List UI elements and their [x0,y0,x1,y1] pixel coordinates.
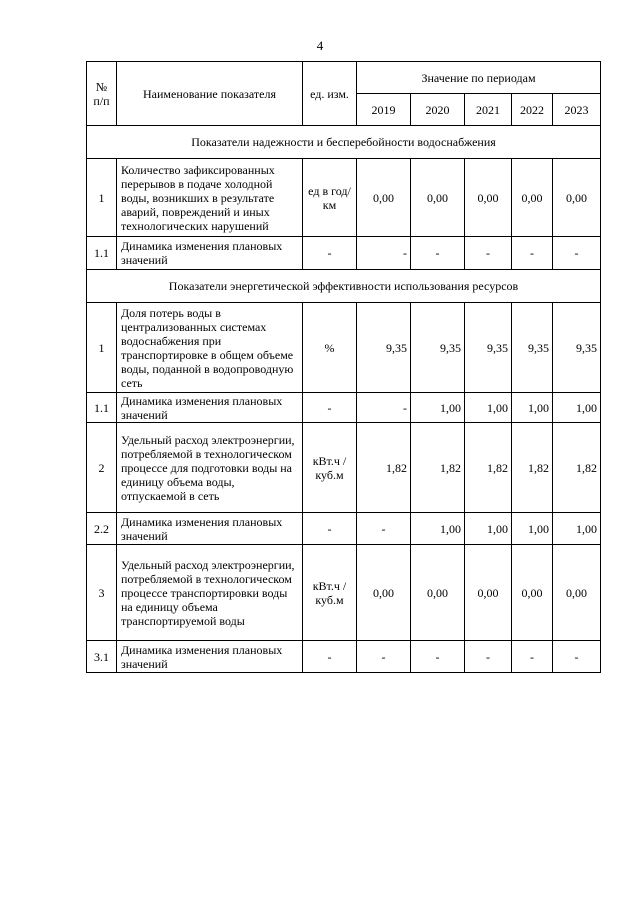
row-unit: - [303,641,357,673]
row-value: - [512,237,553,270]
row-num: 1 [87,159,117,237]
header-unit: ед. изм. [303,62,357,126]
row-num: 1.1 [87,393,117,423]
row-num: 3 [87,545,117,641]
row-value: 0,00 [553,159,601,237]
row-name: Количество зафиксированных перерывов в подаче холодной воды, возникших в результате аварий, повреждений и иных технологических нарушений [117,159,303,237]
table-row [87,237,601,270]
row-value: 0,00 [411,159,465,237]
row-value: 1,00 [465,513,512,545]
row-value: 0,00 [512,545,553,641]
table-row [87,423,601,513]
page-number: 4 [316,38,324,53]
table-row [87,303,601,393]
row-num: 1.1 [87,237,117,270]
row-value: 9,35 [553,303,601,393]
row-value: 0,00 [553,545,601,641]
row-value: 1,00 [553,513,601,545]
row-value: - [357,513,411,545]
row-value: 1,00 [553,393,601,423]
row-unit: - [303,237,357,270]
section-row [87,270,601,303]
row-value: 9,35 [512,303,553,393]
header-year: 2019 [357,94,411,126]
table-row [87,513,601,545]
header-row-1 [87,62,601,94]
row-value: 9,35 [411,303,465,393]
table-row [87,393,601,423]
row-unit: кВт.ч / куб.м [303,423,357,513]
row-value: 9,35 [465,303,512,393]
row-value: - [411,641,465,673]
row-unit: кВт.ч / куб.м [303,545,357,641]
row-unit: - [303,393,357,423]
header-year: 2022 [512,94,553,126]
row-value: 1,00 [512,393,553,423]
header-name: Наименование показателя [117,62,303,126]
row-value: 1,00 [411,513,465,545]
row-value: - [411,237,465,270]
row-value: 1,82 [411,423,465,513]
row-num: 2 [87,423,117,513]
header-year: 2021 [465,94,512,126]
row-unit: - [303,513,357,545]
table-row [87,641,601,673]
row-name: Доля потерь воды в централизованных системах водоснабжения при транспортировке в общем объеме воды, поданной в водопроводную сеть [117,303,303,393]
row-value: - [512,641,553,673]
row-value: - [553,641,601,673]
row-value: - [357,641,411,673]
table-row [87,159,601,237]
row-unit: % [303,303,357,393]
row-value: 1,00 [411,393,465,423]
row-num: 1 [87,303,117,393]
row-name: Динамика изменения плановых значений [117,237,303,270]
row-value: - [465,237,512,270]
row-value: 1,00 [512,513,553,545]
row-value: 0,00 [512,159,553,237]
row-value: 1,82 [512,423,553,513]
row-value: 1,82 [553,423,601,513]
row-value: - [357,393,411,423]
row-name: Динамика изменения плановых значений [117,641,303,673]
row-name: Динамика изменения плановых значений [117,393,303,423]
header-year: 2020 [411,94,465,126]
header-year: 2023 [553,94,601,126]
section-title: Показатели надежности и бесперебойности водоснабжения [87,126,601,159]
header-num: № п/п [87,62,117,126]
row-value: 0,00 [465,159,512,237]
row-value: 0,00 [357,159,411,237]
indicators-table [86,61,601,673]
row-value: - [465,641,512,673]
row-unit: ед в год/ км [303,159,357,237]
row-value: - [553,237,601,270]
section-row [87,126,601,159]
header-periods: Значение по периодам [357,62,601,94]
row-num: 3.1 [87,641,117,673]
row-value: 1,00 [465,393,512,423]
row-value: - [357,237,411,270]
row-name: Удельный расход электроэнергии, потребляемой в технологическом процессе для подготовки воды на единицу объема воды, отпускаемой в сеть [117,423,303,513]
row-value: 9,35 [357,303,411,393]
row-value: 0,00 [411,545,465,641]
row-num: 2.2 [87,513,117,545]
row-value: 0,00 [465,545,512,641]
row-value: 1,82 [357,423,411,513]
table-row [87,545,601,641]
row-value: 1,82 [465,423,512,513]
row-value: 0,00 [357,545,411,641]
section-title: Показатели энергетической эффективности использования ресурсов [87,270,601,303]
row-name: Удельный расход электроэнергии, потребляемой в технологическом процессе транспортировки воды на единицу объема транспортируемой воды [117,545,303,641]
row-name: Динамика изменения плановых значений [117,513,303,545]
